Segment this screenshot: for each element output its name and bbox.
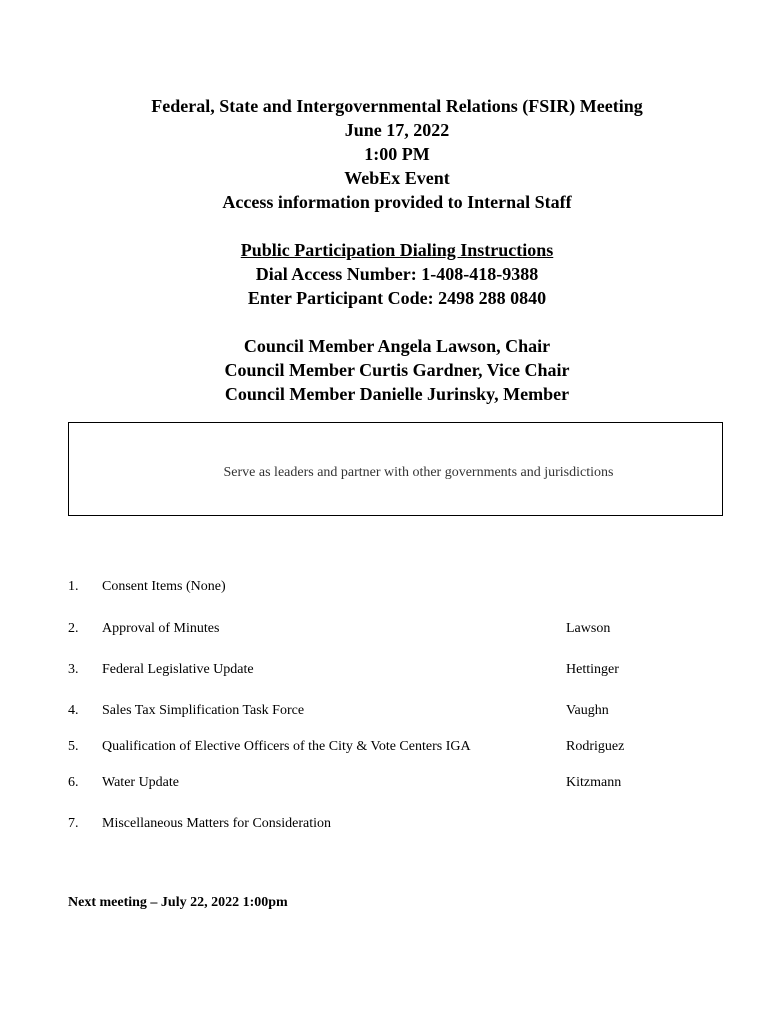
meeting-platform: WebEx Event [344, 168, 450, 188]
access-note: Access information provided to Internal Staff [222, 192, 572, 212]
agenda-title: Federal Legislative Update [102, 662, 254, 677]
member-vice-chair: Council Member Curtis Gardner, Vice Chair [224, 360, 570, 380]
mission-box [68, 422, 723, 516]
agenda-title: Approval of Minutes [102, 621, 220, 636]
spacer [0, 310, 770, 334]
agenda-presenter: Kitzmann [566, 775, 622, 790]
agenda-item [0, 775, 770, 795]
agenda-number: 2. [68, 621, 79, 636]
agenda-item [0, 816, 770, 836]
dial-number: Dial Access Number: 1-408-418-9388 [255, 264, 539, 284]
agenda-item [0, 662, 770, 682]
agenda-item [0, 621, 770, 641]
agenda-title: Water Update [102, 775, 179, 790]
agenda-item [0, 703, 770, 723]
agenda-number: 3. [68, 662, 79, 677]
spacer [0, 214, 770, 238]
meeting-date: June 17, 2022 [344, 120, 450, 140]
agenda-presenter: Hettinger [566, 662, 619, 677]
agenda-item [0, 579, 770, 599]
agenda-presenter: Rodriguez [566, 739, 625, 754]
agenda-number: 5. [68, 739, 79, 754]
agenda-presenter: Vaughn [566, 703, 609, 718]
agenda-title: Qualification of Elective Officers of the City & Vote Centers IGA [102, 739, 471, 754]
agenda-title: Consent Items (None) [102, 579, 226, 594]
agenda-number: 4. [68, 703, 79, 718]
agenda-title: Miscellaneous Matters for Consideration [102, 816, 332, 831]
agenda-number: 7. [68, 816, 79, 831]
member: Council Member Danielle Jurinsky, Member [224, 384, 570, 404]
agenda-number: 1. [68, 579, 79, 594]
dialing-heading: Public Participation Dialing Instructions [240, 240, 554, 260]
agenda-title: Sales Tax Simplification Task Force [102, 703, 305, 718]
next-meeting: Next meeting – July 22, 2022 1:00pm [68, 895, 288, 910]
meeting-time: 1:00 PM [364, 144, 430, 164]
mission-statement: Serve as leaders and partner with other governments and jurisdictions [223, 465, 614, 480]
participant-code: Enter Participant Code: 2498 288 0840 [247, 288, 547, 308]
agenda-presenter: Lawson [566, 621, 611, 636]
meeting-header [0, 94, 770, 406]
agenda-number: 6. [68, 775, 79, 790]
member-chair: Council Member Angela Lawson, Chair [243, 336, 551, 356]
meeting-title: Federal, State and Intergovernmental Relations (FSIR) Meeting [151, 96, 643, 116]
agenda-item [0, 739, 770, 759]
